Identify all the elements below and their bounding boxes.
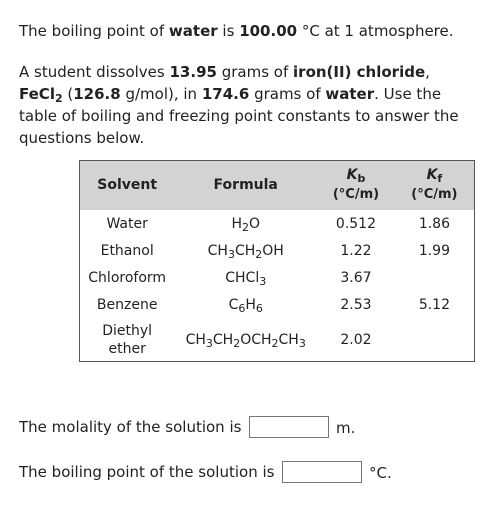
problem-line: table of boiling and freezing point constants to answer the [19, 107, 459, 125]
header-kb: $K_b$ (°C/m) [332, 167, 380, 203]
solvent-mass: 174.6 [201, 85, 250, 103]
table-row [80, 238, 475, 265]
molality-label: The molality of the solution is [19, 418, 242, 436]
problem-part: grams of [249, 85, 326, 103]
boiling-point-input[interactable] [282, 461, 362, 483]
header-solvent: Solvent [97, 177, 158, 194]
problem-part: A student dissolves [19, 63, 170, 81]
kf-cell [395, 265, 475, 292]
solvent-cell: Chloroform [88, 270, 167, 286]
intro-part: The boiling point of [19, 22, 169, 40]
molality-input[interactable] [249, 416, 329, 438]
solvent-name: water [325, 85, 375, 103]
solvent-cell: Water [106, 215, 148, 232]
problem-part: grams of [216, 63, 294, 81]
solvent-cell: Diethyl ether [102, 322, 153, 357]
problem-text [19, 61, 479, 149]
problem-part: g/mol), in [120, 85, 202, 103]
intro-solvent: water [168, 22, 218, 40]
problem-part: . Use the [374, 85, 442, 103]
kf-cell [395, 319, 475, 362]
table-header-row [80, 161, 475, 210]
solute-mass: 13.95 [169, 63, 217, 81]
intro-part: °C at 1 atmosphere. [297, 22, 454, 40]
intro-text [19, 20, 454, 42]
kf-cell: 1.86 [418, 215, 450, 232]
problem-part: , [425, 63, 430, 81]
kb-cell: 0.512 [335, 215, 376, 232]
problem-line: questions below. [19, 129, 145, 147]
formula-cell: $CH_3CH_2OCH_2CH_3$ [185, 331, 306, 350]
kb-cell: 1.22 [340, 243, 372, 259]
kb-cell: 2.53 [340, 297, 372, 313]
formula-cell: $CH_3CH_2OH$ [207, 243, 284, 261]
header-kf: $K_f$ (°C/m) [411, 167, 458, 203]
header-formula: Formula [213, 177, 278, 194]
problem-part: ( [62, 85, 74, 103]
constants-table [79, 160, 475, 362]
table-row [80, 210, 475, 238]
molality-unit: m. [336, 419, 356, 437]
solute-formula: FeCl$_2$ [19, 85, 63, 105]
molar-mass: 126.8 [73, 85, 121, 103]
solute-name: iron(II) chloride [293, 63, 426, 81]
kb-cell: 3.67 [340, 270, 372, 286]
formula-cell: $H_2O$ [231, 215, 260, 234]
intro-part: is [217, 22, 240, 40]
boiling-point-unit: °C. [369, 464, 392, 482]
boiling-point-label: The boiling point of the solution is [19, 463, 275, 481]
kb-cell: 2.02 [340, 331, 372, 348]
table-row [80, 265, 475, 292]
table-row [80, 319, 475, 362]
formula-cell: $C_6H_6$ [228, 297, 263, 315]
kf-cell: 1.99 [418, 243, 450, 259]
table-row [80, 292, 475, 319]
solvent-cell: Benzene [96, 297, 158, 313]
intro-bp-value: 100.00 [239, 22, 298, 40]
solvent-cell: Ethanol [100, 243, 154, 259]
kf-cell: 5.12 [418, 297, 450, 313]
formula-cell: CHCl$_3$ [225, 270, 267, 288]
